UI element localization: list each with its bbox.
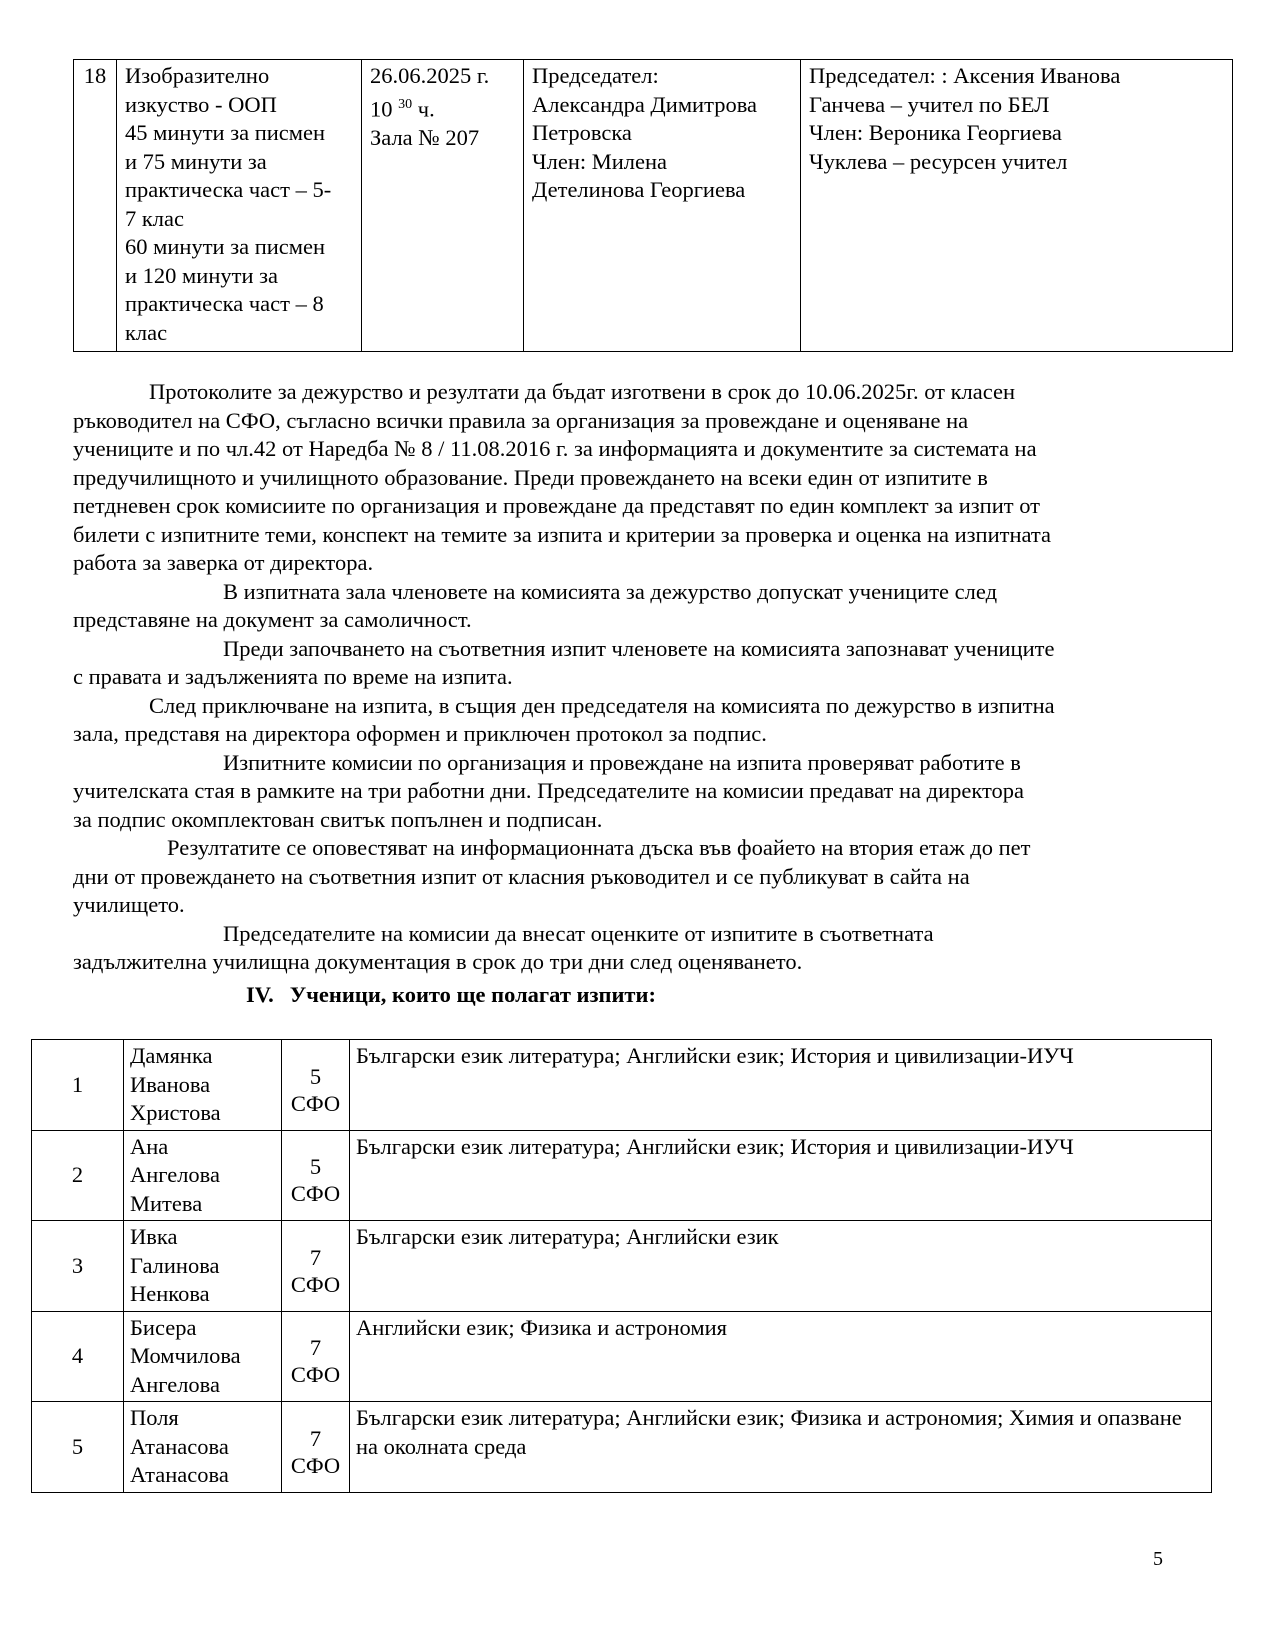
student-name (124, 1221, 282, 1312)
section-number: IV. (246, 982, 274, 1007)
paragraph (73, 635, 1183, 692)
class-type: СФО (290, 1271, 341, 1297)
exam-subject-cell (117, 60, 362, 352)
student-number: 1 (32, 1040, 124, 1131)
student-subjects: Английски език; Физика и астрономия (350, 1311, 1212, 1402)
paragraph-line: предучилищното и училищното образование. Преди провеждането на всеки един от изпитите в (73, 464, 988, 490)
section-title: Ученици, които ще полагат изпити: (289, 982, 656, 1007)
subject-line: практическа част – 8 (125, 291, 324, 316)
paragraph-line: ръководител на СФО, съгласно всички правила за организация за провеждане и оценяване на (73, 407, 969, 433)
paragraph-line: След приключване на изпита, в същия ден председателя на комисията по дежурство в изпитна (149, 692, 1055, 718)
student-subjects: Български език литература; Английски език; История и цивилизации-ИУЧ (350, 1130, 1212, 1221)
section-heading (246, 981, 656, 1010)
student-class (282, 1311, 350, 1402)
class-number: 7 (309, 1244, 322, 1270)
paragraph-line: училището. (73, 892, 185, 917)
student-subjects: Български език литература; Английски език (350, 1221, 1212, 1312)
exam-number-cell: 18 (74, 60, 117, 352)
paragraph-line: В изпитната зала членовете на комисията за дежурство допускат учениците след (223, 578, 998, 604)
student-class (282, 1402, 350, 1493)
paragraph-line: Резултатите се оповестяват на информационната дъска във фоайето на втория етаж до пет (167, 835, 1031, 860)
student-name (124, 1311, 282, 1402)
student-name-line: Ивка (130, 1224, 178, 1249)
assessing-committee-cell: Председател: : Аксения Иванова Ганчева – учител по БЕЛ Член: Вероника Георгиева Чуклева – ресурсен учител (801, 60, 1233, 352)
student-subjects: Български език литература; Английски език; Физика и астрономия; Химия и опазване на околната среда (350, 1402, 1212, 1493)
student-number: 5 (32, 1402, 124, 1493)
paragraph-line: Протоколите за дежурство и резултати да бъдат изготвени в срок до 10.06.2025г. от класен (149, 379, 1016, 404)
student-class (282, 1130, 350, 1221)
paragraph (73, 578, 1183, 635)
student-subjects: Български език литература; Английски език; История и цивилизации-ИУЧ (350, 1040, 1212, 1131)
class-number: 5 (309, 1154, 322, 1180)
students-table (31, 1039, 1212, 1493)
class-type: СФО (290, 1452, 341, 1478)
paragraph (73, 749, 1183, 835)
exam-time: 10 $^{30}$ ч. (370, 96, 435, 121)
class-type: СФО (290, 1362, 341, 1388)
student-name (124, 1130, 282, 1221)
subject-line: 7 клас (125, 205, 185, 231)
class-type: СФО (290, 1090, 341, 1116)
student-name-line: Момчилова (130, 1343, 241, 1368)
subject-line: клас (125, 319, 168, 345)
student-name (124, 1040, 282, 1131)
subject-line: и 75 минути за (125, 148, 267, 174)
paragraph-line: Преди започването на съответния изпит членовете на комисията запознават учениците (223, 635, 1055, 661)
table-row (32, 1221, 1212, 1312)
student-name-line: Атанасова (130, 1433, 229, 1459)
paragraph (73, 920, 1183, 977)
paragraph-line: учениците и по чл.42 от Наредба № 8 / 11.08.2016 г. за информацията и документите за системата на (73, 436, 1037, 461)
class-number: 7 (309, 1335, 322, 1361)
student-name-line: Поля (130, 1405, 179, 1430)
student-name-line: Иванова (130, 1071, 211, 1097)
class-number: 5 (309, 1063, 322, 1089)
paragraph (73, 692, 1183, 749)
subject-line: и 120 минути за (125, 262, 278, 288)
paragraph (73, 378, 1183, 578)
student-number: 4 (32, 1311, 124, 1402)
paragraph-line: дни от провеждането на съответния изпит от класния ръководител и се публикуват в сайта на (73, 863, 970, 889)
table-row (74, 60, 1233, 352)
student-number: 3 (32, 1221, 124, 1312)
paragraph-line: с правата и задълженията по време на изпита. (73, 664, 513, 689)
table-row (32, 1402, 1212, 1493)
paragraph-line: билети с изпитните теми, конспект на темите за изпита и критерии за проверка и оценка на изпитната (73, 521, 1052, 547)
paragraph-line: петдневен срок комисиите по организация и провеждане да представят по един комплект за изпит от (73, 493, 1041, 518)
class-number: 7 (309, 1425, 322, 1451)
paragraph-line: работа за заверка от директора. (73, 550, 374, 575)
student-name-line: Христова (130, 1100, 221, 1125)
paragraph-line: за подпис окомплектован свитък попълнен и подписан. (73, 806, 603, 832)
organising-committee-cell: Председател: Александра Димитрова Петровска Член: Милена Детелинова Георгиева (524, 60, 801, 352)
body-text (73, 378, 1183, 977)
student-name-line: Ангелова (130, 1371, 220, 1397)
exam-datetime-cell (362, 60, 524, 352)
student-class (282, 1040, 350, 1131)
paragraph-line: зала, представя на директора оформен и приключен протокол за подпис. (73, 721, 767, 746)
student-name-line: Бисера (130, 1314, 197, 1340)
subject-line: 60 минути за писмен (125, 234, 326, 259)
subject-line: изкуство - ООП (125, 91, 277, 117)
subject-line: 45 минути за писмен (125, 120, 326, 145)
paragraph-line: учителската стая в рамките на три работни дни. Председателите на комисии предават на директора (73, 778, 1025, 803)
table-row (32, 1130, 1212, 1221)
student-name-line: Дамянка (130, 1043, 213, 1068)
exam-room: Зала № 207 (370, 124, 480, 150)
paragraph (73, 834, 1183, 920)
student-name-line: Ангелова (130, 1162, 220, 1187)
table-row (32, 1311, 1212, 1402)
student-name-line: Галинова (130, 1252, 220, 1278)
subject-line: практическа част – 5- (125, 177, 332, 202)
paragraph-line: Изпитните комисии по организация и провеждане на изпита проверяват работите в (223, 749, 1021, 775)
paragraph-line: Председателите на комисии да внесат оценките от изпитите в съответната (223, 920, 934, 946)
student-name (124, 1402, 282, 1493)
student-name-line: Ненкова (130, 1281, 210, 1306)
paragraph-line: задължителна училищна документация в срок до три дни след оценяването. (73, 949, 803, 974)
student-name-line: Атанасова (130, 1462, 229, 1487)
class-type: СФО (290, 1181, 341, 1207)
exam-date: 26.06.2025 г. (370, 63, 490, 88)
subject-line: Изобразително (125, 63, 270, 88)
paragraph-line: представяне на документ за самоличност. (73, 607, 472, 632)
exam-schedule-table (73, 59, 1233, 352)
student-name-line: Митева (130, 1190, 203, 1216)
student-number: 2 (32, 1130, 124, 1221)
student-name-line: Ана (130, 1133, 169, 1159)
page-number: 5 (1153, 1548, 1163, 1570)
table-row (32, 1040, 1212, 1131)
student-class (282, 1221, 350, 1312)
